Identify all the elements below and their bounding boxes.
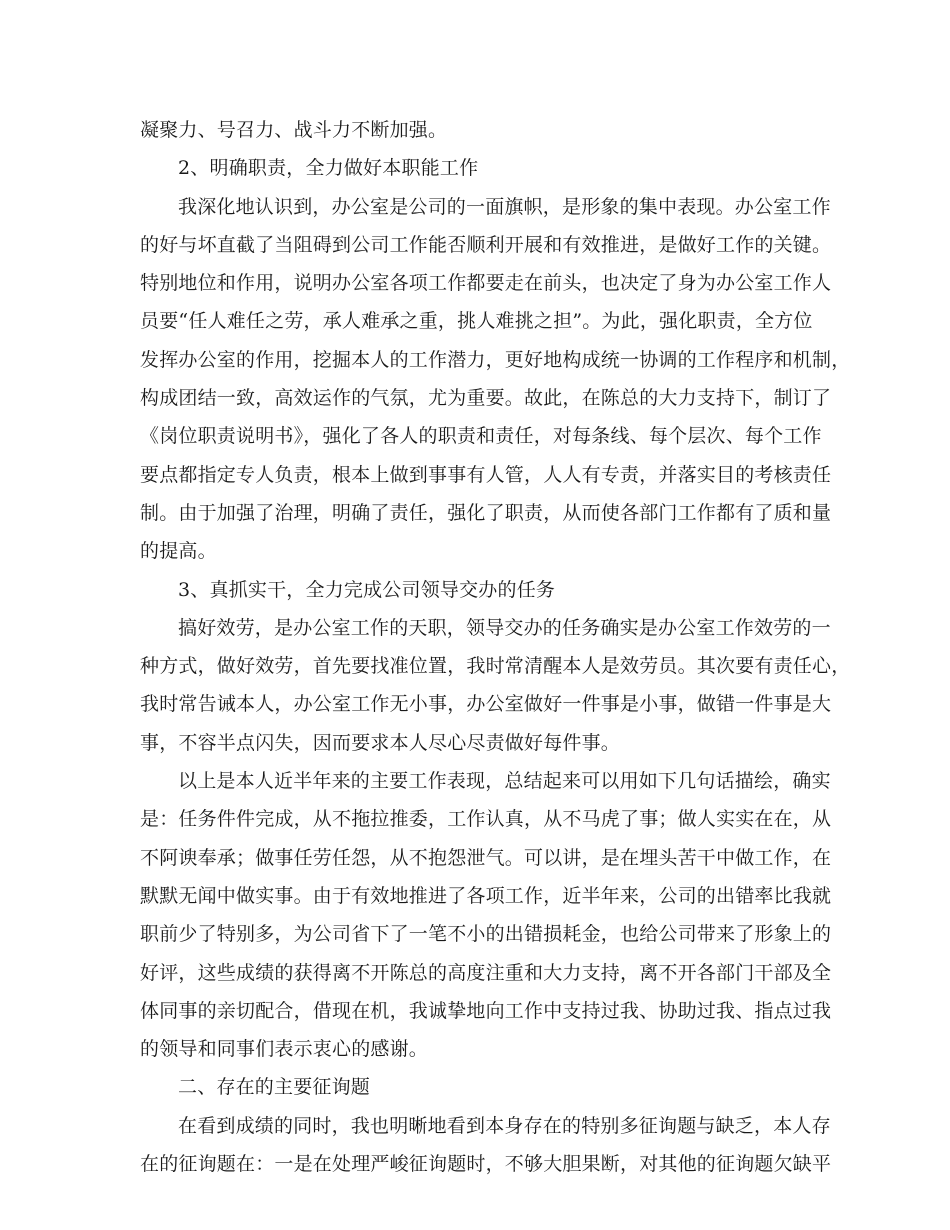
text-line: 职前少了特别多，为公司省下了一笔不小的出错损耗金，也给公司带来了形象上的 [140, 923, 832, 946]
text-line: 事，不容半点闪失，因而要求本人尽心尽责做好每件事。 [140, 731, 621, 754]
text-line: 发挥办公室的作用，挖掘本人的工作潜力，更好地构成统一协调的工作程序和机制， [140, 348, 851, 371]
text-line: 的领导和同事们表示衷心的感谢。 [140, 1038, 429, 1061]
text-line: 是：任务件件完成，从不拖拉推委，工作认真，从不马虎了事；做人实实在在，从 [140, 808, 832, 831]
text-line: 2、明确职责，全力做好本职能工作 [178, 157, 479, 180]
text-line: 制。由于加强了治理，明确了责任，强化了职责，从而使各部门工作都有了质和量 [140, 501, 832, 524]
text-line: 种方式，做好效劳，首先要找准位置，我时常清醒本人是效劳员。其次要有责任心， [140, 655, 851, 678]
text-line: 特别地位和作用，说明办公室各项工作都要走在前头，也决定了身为办公室工作人 [140, 272, 832, 295]
text-line: 默默无闻中做实事。由于有效地推进了各项工作，近半年来，公司的出错率比我就 [140, 884, 832, 907]
text-line: 凝聚力、号召力、战斗力不断加强。 [140, 119, 448, 141]
text-line: 的提高。 [140, 540, 217, 563]
text-line: 要点都指定专人负责，根本上做到事事有人管，人人有专责，并落实目的考核责任 [140, 463, 832, 486]
text-line: 体同事的亲切配合，借现在机，我诚挚地向工作中支持过我、协助过我、指点过我 [140, 999, 832, 1022]
text-line: 搞好效劳，是办公室工作的天职，领导交办的任务确实是办公室工作效劳的一 [178, 616, 831, 639]
document-body [140, 111, 851, 1183]
text-line: 员要“任人难任之劳，承人难承之重，挑人难挑之担”。为此，强化职责，全方位 [140, 310, 813, 333]
text-line: 好评，这些成绩的获得离不开陈总的高度注重和大力支持，离不开各部门干部及全 [140, 961, 832, 984]
text-line: 的好与坏直截了当阻碍到公司工作能否顺利开展和有效推进，是做好工作的关键。 [140, 233, 832, 256]
document-page [140, 111, 851, 1183]
text-line: 3、真抓实干，全力完成公司领导交办的任务 [178, 578, 556, 601]
text-line: 在的征询题在：一是在处理严峻征询题时，不够大胆果断，对其他的征询题欠缺平 [140, 1153, 832, 1176]
text-line: 《岗位职责说明书》，强化了各人的职责和责任，对每条线、每个层次、每个工作 [140, 425, 822, 448]
text-line: 我时常告诫本人，办公室工作无小事，办公室做好一件事是小事，做错一件事是大 [140, 693, 832, 716]
text-line: 构成团结一致，高效运作的气氛，尤为重要。故此，在陈总的大力支持下，制订了 [140, 387, 832, 410]
text-line: 不阿谀奉承；做事任劳任怨，从不抱怨泄气。可以讲，是在埋头苦干中做工作，在 [140, 846, 832, 869]
text-line: 二、存在的主要征询题 [178, 1076, 371, 1099]
text-line: 以上是本人近半年来的主要工作表现，总结起来可以用如下几句话描绘，确实 [178, 770, 831, 793]
text-line: 我深化地认识到，办公室是公司的一面旗帜，是形象的集中表现。办公室工作 [178, 195, 831, 218]
text-line: 在看到成绩的同时，我也明晰地看到本身存在的特别多征询题与缺乏，本人存 [178, 1114, 831, 1137]
